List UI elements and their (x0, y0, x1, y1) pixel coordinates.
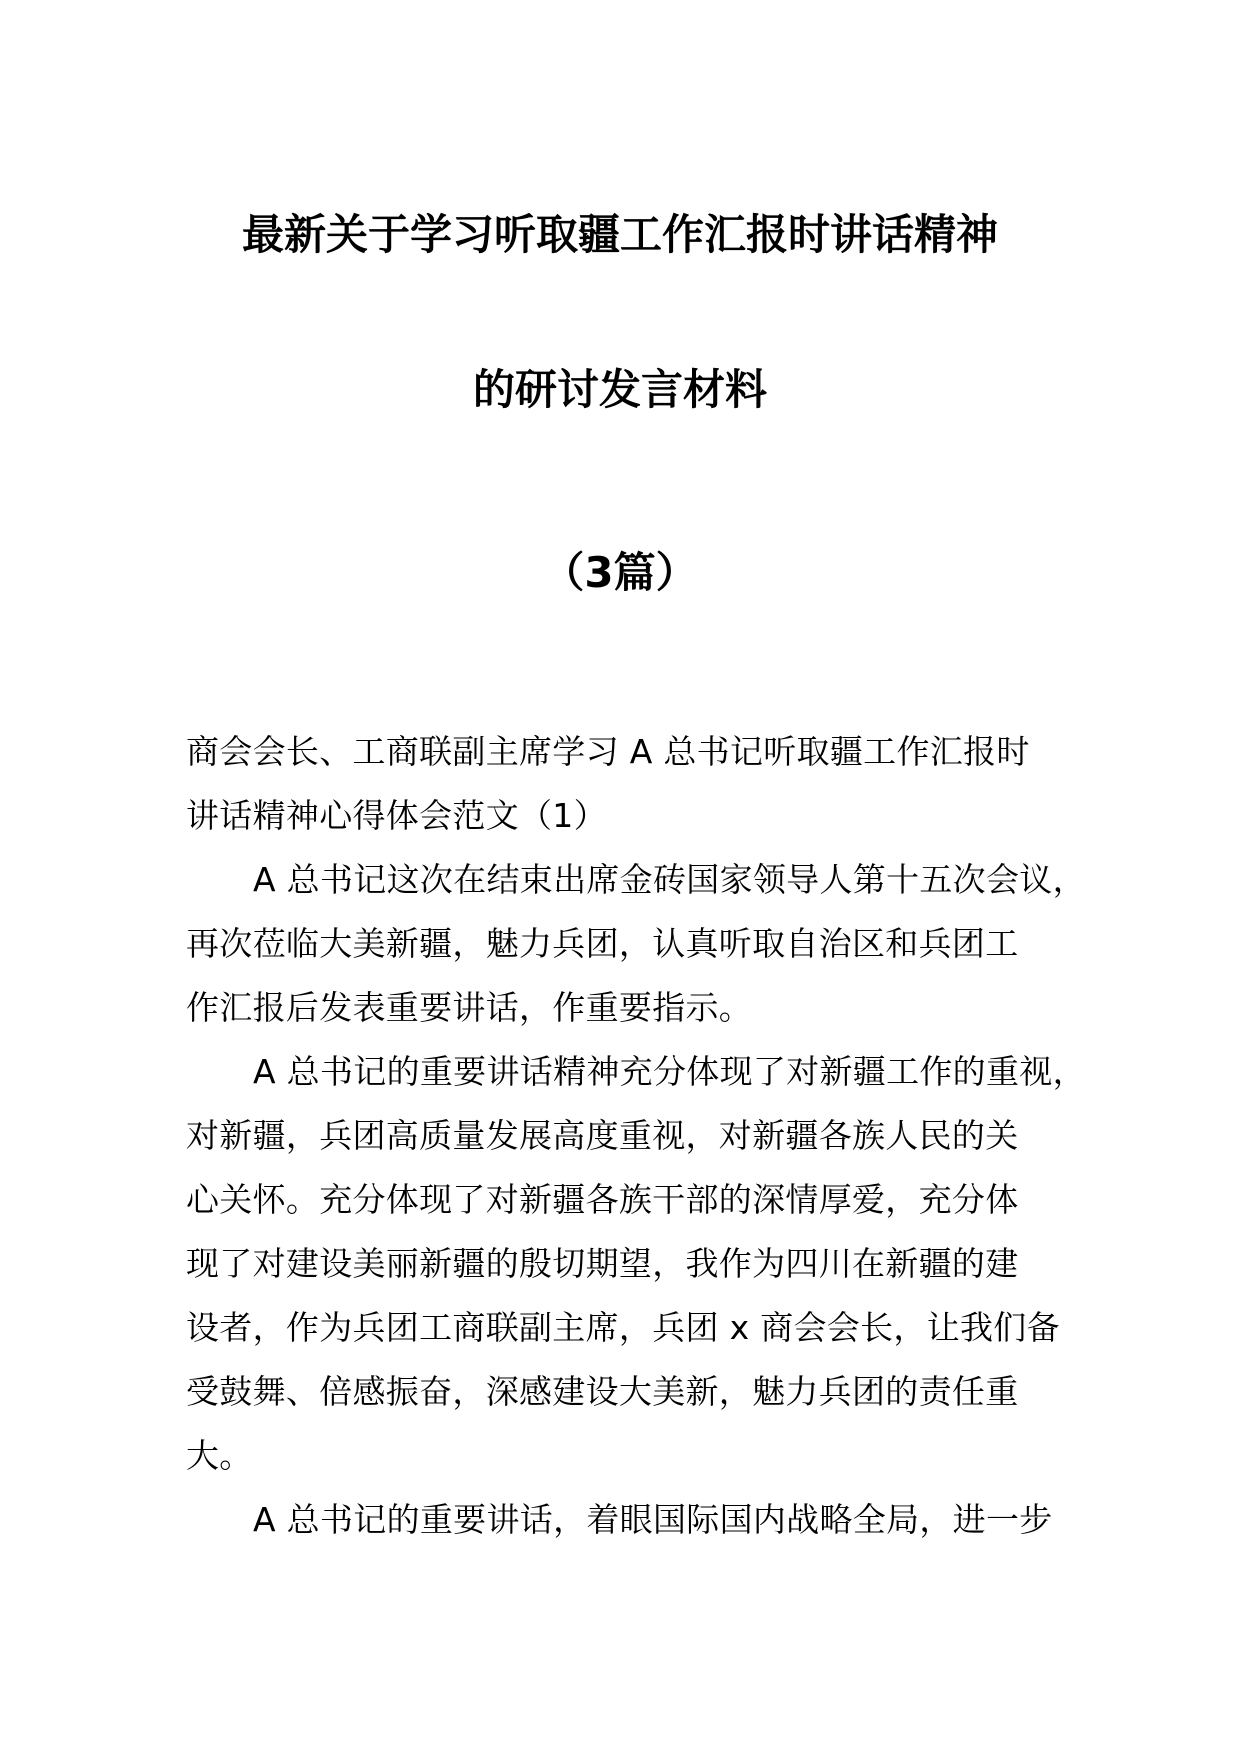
document-title-line-1: 最新关于学习听取疆工作汇报时讲话精神 (241, 210, 998, 259)
paragraph-2-line-5: 设者，作为兵团工商联副主席，兵团 x 商会会长，让我们备 (186, 1308, 1060, 1347)
document-title-count: （3篇） (542, 548, 698, 597)
section-heading-line-2: 讲话精神心得体会范文（1） (186, 796, 607, 835)
paragraph-2-line-4: 现了对建设美丽新疆的殷切期望，我作为四川在新疆的建 (186, 1244, 1019, 1283)
paragraph-1-line-3: 作汇报后发表重要讲话，作重要指示。 (186, 988, 753, 1027)
paragraph-2-line-7: 大。 (186, 1436, 253, 1475)
paragraph-1-line-1: A 总书记这次在结束出席金砖国家领导人第十五次会议， (253, 860, 1086, 899)
section-heading-line-1: 商会会长、工商联副主席学习 A 总书记听取疆工作汇报时 (186, 732, 1030, 771)
paragraph-2-line-3: 心关怀。充分体现了对新疆各族干部的深情厚爱，充分体 (186, 1180, 1019, 1219)
paragraph-1-line-2: 再次莅临大美新疆，魅力兵团，认真听取自治区和兵团工 (186, 924, 1019, 963)
paragraph-2-line-2: 对新疆，兵团高质量发展高度重视，对新疆各族人民的关 (186, 1116, 1019, 1155)
document-title-line-2: 的研讨发言材料 (472, 365, 767, 414)
paragraph-2-line-1: A 总书记的重要讲话精神充分体现了对新疆工作的重视， (253, 1052, 1086, 1091)
paragraph-2-line-6: 受鼓舞、倍感振奋，深感建设大美新，魅力兵团的责任重 (186, 1372, 1019, 1411)
paragraph-3-line-1: A 总书记的重要讲话，着眼国际国内战略全局，进一步 (253, 1500, 1053, 1539)
